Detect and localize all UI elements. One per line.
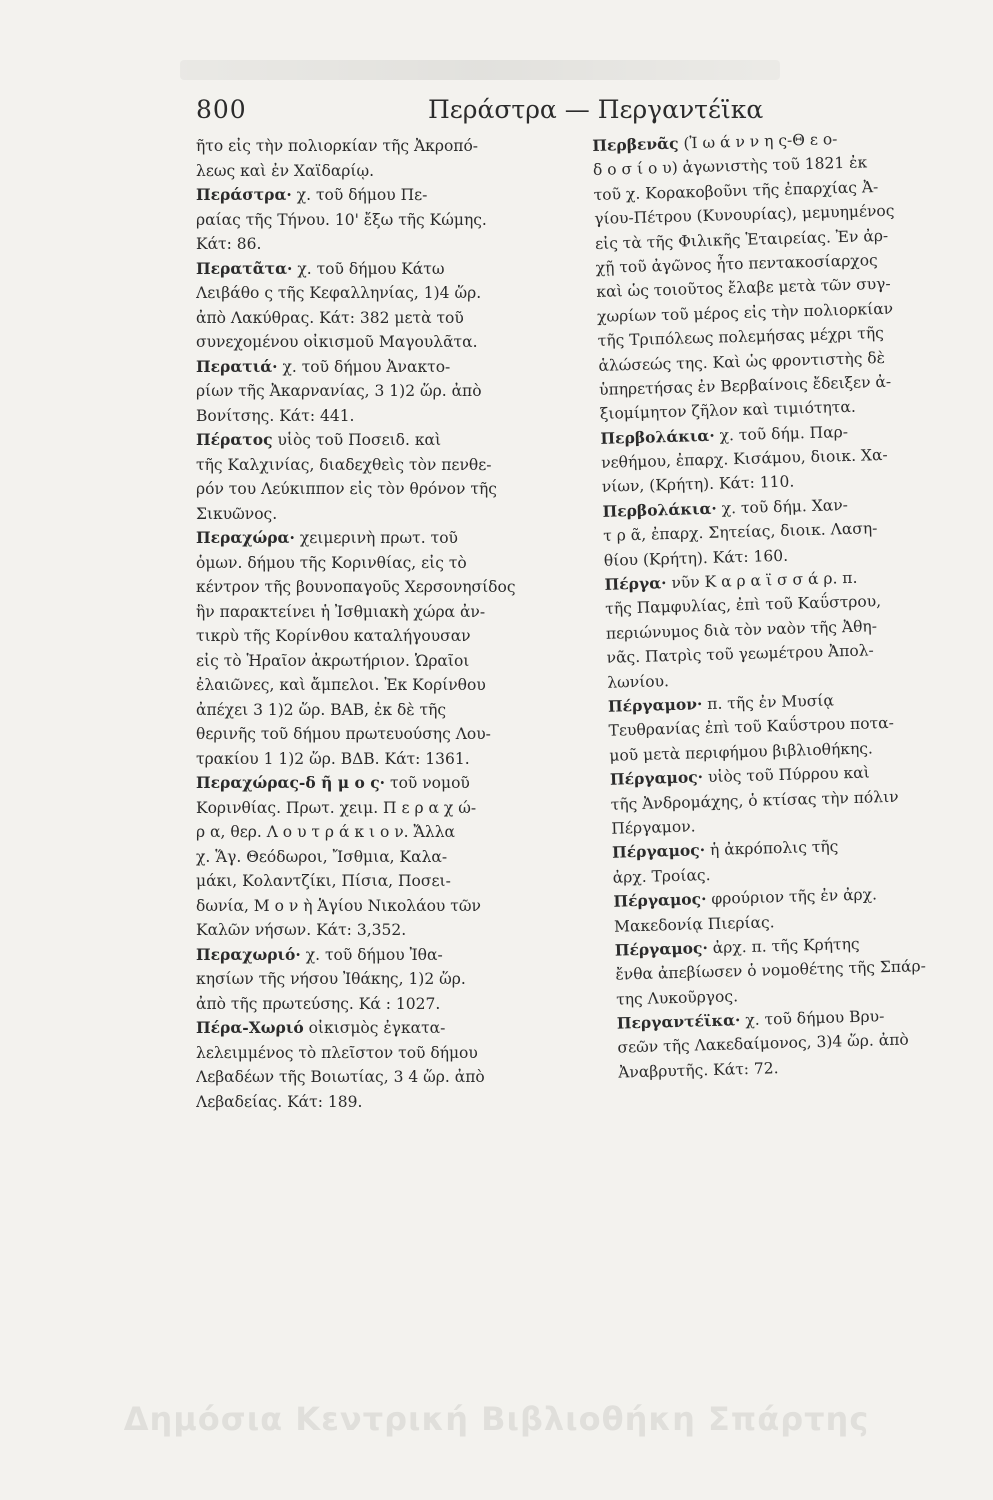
text-line: [196, 404, 556, 429]
entry-text: τῆς Τριπόλεως πολεμήσας μέχρι τῆς: [597, 324, 885, 351]
entry-text: τοῦ νομοῦ: [385, 774, 470, 792]
entry-text: ἐλαιῶνες, καὶ ἄμπελοι. Ἐκ Κορίνθου: [196, 676, 486, 694]
entry-text: δωνία, Μ ο ν ὴ Ἁγίου Νικολάου τῶν: [196, 896, 481, 915]
entry-text: ῆτο εἰς τὴν πολιορκίαν τῆς Ἀκροπό-: [196, 137, 479, 155]
entry-text: τικρὺ τῆς Κορίνθου καταλήγουσαν: [196, 627, 471, 645]
entry-text: υἱὸς τοῦ Ποσειδ. καὶ: [272, 431, 442, 449]
text-line: [196, 1016, 556, 1041]
entry-text: ὁμων. δήμου τῆς Κορινθίας, εἰς τὸ: [196, 553, 467, 572]
text-line: [196, 722, 556, 747]
entry-headword: Πέργα·: [604, 573, 667, 594]
left-column: [196, 134, 556, 1114]
text-line: [196, 502, 556, 527]
entry-headword: Περάστρα·: [196, 185, 292, 204]
entry-text: εἰς τὰ τῆς Φιλικῆς Ἑταιρείας. Ἐν ἀρ-: [594, 226, 889, 253]
entry-text: υἱὸς τοῦ Πύρρου καὶ: [702, 763, 870, 787]
entry-headword: Πέργαμος·: [614, 937, 709, 960]
entry-headword: Περβενᾶς: [592, 133, 679, 155]
text-line: [196, 257, 556, 282]
entry-text: χ. τοῦ δήμ. Χαν-: [716, 495, 849, 518]
entry-text: λελειμμένος τὸ πλεῖστον τοῦ δήμου: [196, 1043, 478, 1062]
entry-text: χωρίων τοῦ μέρος εἰς τὴν πολιορκίαν: [596, 299, 894, 326]
entry-text: κέντρον τῆς βουνοπαγοῦς Χερσονησίδος: [196, 578, 516, 596]
entry-text: ἀπὸ Λακύθρας. Κάτ: 382 μετὰ τοῦ: [196, 308, 464, 327]
entry-text: χ. τοῦ δήμου Βρυ-: [740, 1007, 885, 1030]
entry-headword: Περαχώρα·: [196, 528, 295, 547]
entry-text: ρόν του Λεύκιππον εἰς τὸν θρόνον τῆς: [196, 480, 497, 498]
text-line: [196, 159, 556, 184]
text-line: [196, 551, 556, 576]
entry-text: θίου (Κρήτη). Κάτ: 160.: [603, 546, 789, 570]
text-line: [196, 183, 556, 208]
entry-text: Λειβάθο ς τῆς Κεφαλληνίας, 1)4 ὥρ.: [196, 284, 482, 302]
text-line: [196, 428, 556, 453]
text-line: [196, 649, 556, 674]
entry-text: ρίων τῆς Ἀκαρνανίας, 3 1)2 ὥρ. ἀπὸ: [196, 382, 482, 400]
entry-text: οἰκισμὸς ἐγκατα-: [303, 1019, 446, 1037]
entry-text: ξιομίμητον ζῆλον καὶ τιμιότητα.: [599, 398, 857, 424]
text-line: [196, 771, 556, 796]
entry-text: νᾶς. Πατρὶς τοῦ γεωμέτρου Ἀπολ-: [606, 641, 875, 667]
entry-text: Πέργαμον.: [611, 817, 696, 838]
entry-text: της Λυκοῦργος.: [615, 986, 739, 1009]
text-line: [196, 281, 556, 306]
text-line: [196, 208, 556, 233]
entry-text: κησίων τῆς νήσου Ἰθάκης, 1)2 ὥρ.: [196, 970, 466, 988]
text-line: [196, 330, 556, 355]
entry-text: τοῦ χ. Κορακοβοῦνι τῆς ἐπαρχίας Ἀ-: [593, 177, 879, 204]
entry-headword: Πέργαμον·: [607, 694, 703, 716]
entry-text: Λεβαδείας. Κάτ: 189.: [196, 1092, 363, 1111]
text-line: [196, 477, 556, 502]
entry-headword: Περβολάκια·: [602, 498, 718, 521]
entry-text: ἀπὸ τῆς πρωτεύσης. Κά : 1027.: [196, 994, 441, 1013]
entry-text: εἰς τὸ Ἡραῖον ἀκρωτήριον. Ὡραῖοι: [196, 651, 470, 670]
entry-text: ἀπέχει 3 1)2 ὥρ. ΒΑΒ, ἐκ δὲ τῆς: [196, 700, 447, 719]
entry-text: γίου-Πέτρου (Κυνουρίας), μεμυημένος: [594, 201, 895, 229]
running-title: Περάστρα — Περγαντέϊκα: [428, 95, 764, 124]
entry-text: λωνίου.: [607, 671, 670, 692]
text-line: [196, 600, 556, 625]
page-number: 800: [196, 95, 247, 124]
text-line: [196, 379, 556, 404]
entry-text: ρ α, θερ. Λ ο υ τ ρ ά κ ι ο ν. Ἄλλα: [196, 823, 455, 841]
entry-text: δ ο σ ί ο υ) ἀγωνιστὴς τοῦ 1821 ἐκ: [592, 153, 868, 180]
text-line: [196, 306, 556, 331]
entry-headword: Πέργαμος·: [611, 840, 706, 863]
text-line: [196, 1090, 556, 1115]
text-line: [196, 1041, 556, 1066]
entry-text: Καλῶν νήσων. Κάτ: 3,352.: [196, 921, 407, 939]
text-line: [196, 943, 556, 968]
entry-headword: Πέρα-Χωριό: [196, 1018, 304, 1037]
entry-text: ἡ ἀκρόπολις τῆς: [704, 837, 839, 860]
entry-text: θερινῆς τοῦ δήμου πρωτευούσης Λου-: [196, 725, 491, 743]
entry-text: τῆς Καλχινίας, διαδεχθεὶς τὸν πενθε-: [196, 455, 492, 474]
entry-text: Μακεδονίᾳ Πιερίας.: [613, 912, 775, 936]
library-watermark: Δημόσια Κεντρική Βιβλιοθήκη Σπάρτης: [123, 1400, 870, 1438]
entry-text: ραίας τῆς Τήνου. 10' ἔξω τῆς Κώμης.: [196, 210, 487, 229]
text-line: [196, 232, 556, 257]
entry-text: (Ἰ ω ά ν ν η ς-Θ ε ο-: [678, 130, 838, 153]
right-column: [592, 124, 993, 1085]
text-line: [196, 869, 556, 894]
entry-headword: Περγαντέϊκα·: [616, 1010, 741, 1033]
entry-text: ἁλώσεώς της. Καὶ ὡς φροντιστὴς δὲ: [598, 348, 886, 375]
entry-text: Βονίτσης. Κάτ: 441.: [196, 406, 355, 425]
entry-text: νίων, (Κρήτη). Κάτ: 110.: [601, 472, 795, 497]
entry-text: χ. τοῦ δήμου Πε-: [291, 186, 428, 204]
entry-headword: Περατᾶτα·: [196, 258, 293, 278]
text-line: [196, 967, 556, 992]
text-line: [196, 575, 556, 600]
entry-text: Τευθρανίας ἐπὶ τοῦ Καΰστρου ποτα-: [608, 714, 895, 741]
entry-text: νεθήμου, ἐπαρχ. Κισάμου, διοικ. Χα-: [600, 445, 888, 472]
text-line: [196, 796, 556, 821]
entry-text: καὶ ὡς τοιοῦτος ἔλαβε μετὰ τῶν συγ-: [596, 275, 891, 302]
text-line: [196, 698, 556, 723]
entry-headword: Περβολάκια·: [600, 425, 715, 448]
text-line: [196, 624, 556, 649]
entry-text: ἣν παρακτείνει ἡ Ἰσθμιακὴ χώρα ἀν-: [196, 602, 486, 621]
entry-text: περιώνυμος διὰ τὸν ναὸν τῆς Ἀθη-: [605, 617, 878, 643]
entry-text: Σικυῶνος.: [196, 504, 278, 523]
entry-text: λεως καὶ ἐν Χαϊδαρίῳ.: [196, 161, 375, 180]
text-line: [196, 918, 556, 943]
entry-text: ἀρχ. π. τῆς Κρήτης: [707, 934, 860, 957]
entry-headword: Πέργαμος·: [609, 767, 704, 789]
text-line: [196, 134, 556, 159]
text-line: [196, 894, 556, 919]
text-line: [196, 845, 556, 870]
entry-headword: Περαχωριό·: [196, 944, 301, 964]
entry-headword: Πέργαμος·: [613, 889, 707, 911]
text-line: [196, 355, 556, 380]
entry-headword: Πέρατος: [196, 430, 273, 449]
page-header: [196, 95, 764, 135]
entry-text: τῆς Ἀνδρομάχης, ὁ κτίσας τὴν πόλιν: [610, 787, 899, 814]
entry-text: Ἀναβρυτῆς. Κάτ: 72.: [617, 1059, 779, 1082]
text-line: [196, 526, 556, 551]
entry-text: ἀρχ. Τροίας.: [612, 865, 711, 887]
entry-text: τ ρ ᾶ, ἐπαρχ. Σητείας, διοικ. Λαση-: [602, 519, 878, 546]
entry-text: συνεχομένου οἰκισμοῦ Μαγουλᾶτα.: [196, 333, 478, 351]
entry-text: π. τῆς ἐν Μυσίᾳ: [702, 691, 835, 714]
entry-headword: Περαχώρας-δ ῆ μ ο ς·: [196, 773, 386, 792]
text-line: [196, 453, 556, 478]
entry-text: χ. τοῦ δήμου Ἰθα-: [300, 945, 443, 964]
entry-text: τῆς Παμφυλίας, ἐπὶ τοῦ Καΰστρου,: [605, 592, 882, 619]
entry-text: ἔνθα ἀπεβίωσεν ὁ νομοθέτης τῆς Σπάρ-: [615, 957, 927, 984]
entry-text: τρακίου 1 1)2 ὥρ. ΒΔΒ. Κάτ: 1361.: [196, 749, 470, 768]
text-line: [196, 1065, 556, 1090]
text-line: [196, 820, 556, 845]
entry-text: Κάτ: 86.: [196, 235, 262, 253]
text-line: [196, 747, 556, 772]
bleed-through-shadow: [180, 60, 780, 80]
entry-text: Λεβαδέων τῆς Βοιωτίας, 3 4 ὥρ. ἀπὸ: [196, 1068, 485, 1086]
entry-text: ὑπηρετήσας ἐν Βερβαίνοις ἔδειξεν ἀ-: [598, 372, 892, 399]
entry-text: χ. τοῦ δήμ. Παρ-: [714, 422, 849, 445]
entry-text: χειμερινὴ πρωτ. τοῦ: [294, 529, 458, 547]
entry-headword: Περατιά·: [196, 356, 278, 376]
entry-text: μάκι, Κολαντζίκι, Πίσια, Ποσει-: [196, 872, 451, 890]
entry-text: χ. τοῦ δήμου Κάτω: [292, 259, 445, 278]
entry-text: μοῦ μετὰ περιφήμου βιβλιοθήκης.: [609, 739, 874, 765]
entry-text: χῇ τοῦ ἀγῶνος ἦτο πεντακοσίαρχος: [595, 251, 878, 277]
entry-text: χ. Ἅγ. Θεόδωροι, Ἴσθμια, Καλα-: [196, 847, 448, 866]
text-line: [196, 673, 556, 698]
entry-text: Κορινθίας. Πρωτ. χειμ. Π ε ρ α χ ώ-: [196, 798, 477, 817]
entry-text: νῦν Κ α ρ α ϊ σ σ ά ρ. π.: [666, 568, 858, 593]
entry-text: σεῶν τῆς Λακεδαίμονος, 3)4 ὥρ. ἀπὸ: [617, 1030, 909, 1058]
entry-text: φρούριον τῆς ἐν ἀρχ.: [706, 885, 878, 909]
entry-text: χ. τοῦ δήμου Ἀνακτο-: [277, 357, 451, 376]
text-line: [196, 992, 556, 1017]
